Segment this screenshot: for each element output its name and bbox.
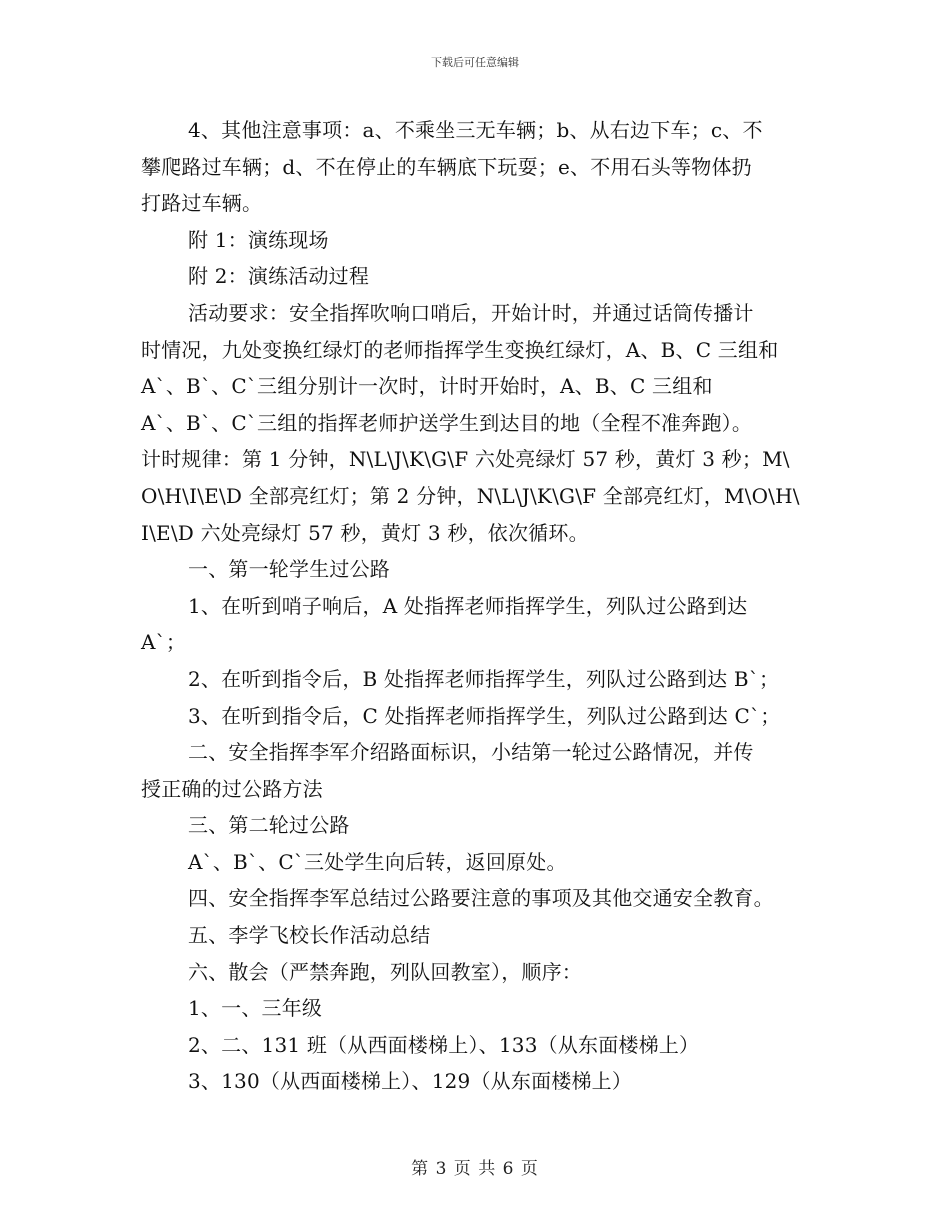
paragraph-line: 附 1：演练现场 bbox=[188, 227, 329, 252]
paragraph-line: 附 2：演练活动过程 bbox=[188, 264, 370, 289]
section-heading: 二、安全指挥李军介绍路面标识，小结第一轮过公路情况，并传 bbox=[188, 740, 754, 765]
paragraph-line: A`； bbox=[141, 630, 187, 655]
paragraph-line: A`、B`、C`三组的指挥老师护送学生到达目的地（全程不准奔跑）。 bbox=[141, 410, 753, 435]
paragraph-line: 4、其他注意事项：a、不乘坐三无车辆；b、从右边下车；c、不 bbox=[188, 118, 763, 142]
paragraph-line: 攀爬路过车辆；d、不在停止的车辆底下玩耍；e、不用石头等物体扔 bbox=[141, 154, 752, 179]
section-heading: 一、第一轮学生过公路 bbox=[188, 557, 390, 582]
paragraph-line: 打路过车辆。 bbox=[141, 191, 263, 216]
list-item: 1、一、三年级 bbox=[188, 996, 323, 1021]
paragraph-line: 活动要求：安全指挥吹响口哨后，开始计时，并通过话筒传播计 bbox=[188, 300, 754, 325]
paragraph-line: 授正确的过公路方法 bbox=[141, 776, 323, 801]
list-item: 3、130（从西面楼梯上）、129（从东面楼梯上） bbox=[188, 1069, 633, 1094]
list-item: 2、二、131 班（从西面楼梯上）、133（从东面楼梯上） bbox=[188, 1032, 700, 1057]
section-heading: 六、散会（严禁奔跑，列队回教室），顺序： bbox=[188, 959, 582, 984]
paragraph-line: A`、B`、C`三处学生向后转，返回原处。 bbox=[188, 849, 567, 874]
document-body bbox=[141, 112, 813, 1100]
section-heading: 四、安全指挥李军总结过公路要注意的事项及其他交通安全教育。 bbox=[188, 886, 774, 911]
paragraph-line: I\E\D 六处亮绿灯 57 秒，黄灯 3 秒，依次循环。 bbox=[141, 520, 589, 545]
paragraph-line: O\H\I\E\D 全部亮红灯；第 2 分钟，N\L\J\K\G\F 全部亮红灯，M\O\H\ bbox=[141, 483, 800, 508]
paragraph-line: 2、在听到指令后，B 处指挥老师指挥学生，列队过公路到达 B`； bbox=[188, 666, 780, 691]
page-header: 下载后可任意编辑 bbox=[431, 56, 519, 69]
page-footer: 第 3 页 共 6 页 bbox=[411, 1159, 539, 1179]
paragraph-line: 时情况，九处变换红绿灯的老师指挥学生变换红绿灯，A、B、C 三组和 bbox=[141, 337, 779, 362]
paragraph-line: A`、B`、C`三组分别计一次时，计时开始时，A、B、C 三组和 bbox=[141, 374, 713, 399]
section-heading: 三、第二轮过公路 bbox=[188, 813, 350, 838]
paragraph-line: 1、在听到哨子响后，A 处指挥老师指挥学生，列队过公路到达 bbox=[188, 593, 748, 618]
paragraph-line: 3、在听到指令后，C 处指挥老师指挥学生，列队过公路到达 C`； bbox=[188, 703, 781, 728]
section-heading: 五、李学飞校长作活动总结 bbox=[188, 923, 431, 948]
paragraph-line: 计时规律：第 1 分钟，N\L\J\K\G\F 六处亮绿灯 57 秒，黄灯 3 秒；M\ bbox=[141, 447, 790, 472]
